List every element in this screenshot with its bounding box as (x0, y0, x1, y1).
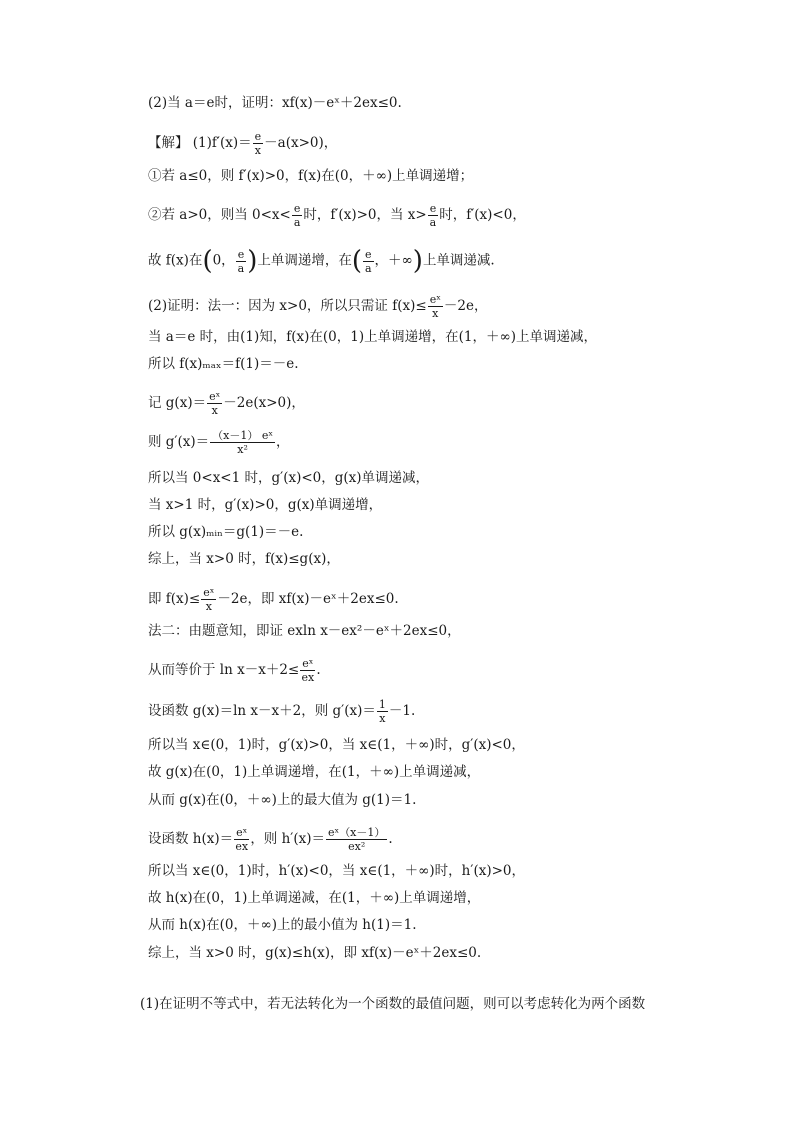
fraction-denominator: a (293, 216, 301, 229)
fraction-numerator: eˣ (236, 826, 248, 839)
text-line (148, 248, 495, 274)
text-line (148, 203, 526, 228)
fraction-numerator: e (254, 130, 262, 143)
text-run: 0， (212, 252, 235, 269)
text-line (148, 430, 290, 455)
text-run: 所以当 0<x<1 时，g′(x)<0，g(x)单调递减， (148, 470, 430, 486)
interval-bracket: ( (202, 246, 213, 276)
fraction (363, 249, 374, 274)
text-run: 即 f(x)≤ (148, 591, 201, 607)
fraction-numerator: e (365, 247, 372, 261)
fraction-numerator: eˣ（x－1） (328, 826, 386, 839)
text-line (148, 391, 305, 416)
text-run: 故 g(x)在(0，1)上单调递增，在(1，＋∞)上单调递减， (148, 764, 481, 780)
text-run: 故 h(x)在(0，1)上单调递减，在(1，＋∞)上单调递增， (148, 890, 481, 906)
text-line (148, 791, 416, 809)
text-run: 故 f(x)在 (148, 252, 203, 269)
fraction-denominator: x (432, 307, 439, 320)
text-run: 综上，当 x>0 时，g(x)≤h(x)，即 xf(x)－eˣ＋2ex≤0. (148, 945, 482, 961)
text-run: －2e， (443, 298, 488, 314)
text-line (148, 550, 340, 568)
text-run: (2)证明：法一：因为 x>0，所以只需证 f(x)≤ (148, 298, 427, 314)
text-line (148, 523, 303, 541)
text-run: 从而 h(x)在(0，＋∞)上的最小值为 h(1)＝1. (148, 917, 417, 933)
text-run: －1. (388, 703, 416, 719)
text-line (148, 763, 480, 781)
fraction-denominator: x (254, 144, 261, 157)
text-line (148, 355, 299, 373)
fraction (377, 699, 388, 724)
text-run: 当 a＝e 时，由(1)知，f(x)在(0，1)上单调递增，在(1，＋∞)上单调递减， (148, 329, 597, 345)
fraction-denominator: ex (301, 671, 315, 684)
text-run: 所以当 x∈(0，1)时，g′(x)>0，当 x∈(1，＋∞)时，g′(x)<0， (148, 737, 525, 753)
fraction-numerator: （x－1） eˣ (212, 429, 274, 442)
fraction-denominator: a (364, 261, 372, 275)
text-run: 【解】 (1)f′(x)＝ (148, 135, 252, 151)
fraction (326, 827, 387, 852)
text-line (148, 862, 525, 880)
text-line (148, 469, 429, 487)
text-run: 法二：由题意知，即证 exln x－ex²－eˣ＋2ex≤0， (148, 623, 461, 639)
fraction-numerator: eˣ (203, 586, 215, 599)
text-line (148, 916, 417, 934)
text-line (148, 167, 473, 185)
text-run: 时，f′(x)<0， (439, 207, 526, 223)
fraction-numerator: e (293, 202, 301, 215)
text-line (148, 622, 461, 640)
text-run: 时，f′(x)>0，当 x> (303, 207, 427, 223)
text-run: 所以 g(x)ₘᵢₙ＝g(1)＝－e. (148, 524, 304, 540)
interval-bracket: ( (351, 246, 363, 276)
text-run: ②若 a>0，则当 0<x< (148, 207, 291, 223)
fraction-denominator: a (237, 261, 245, 275)
text-run: 上单调递增，在 (257, 252, 352, 269)
text-line (148, 94, 402, 112)
fraction-numerator: eˣ (302, 657, 314, 670)
text-run: －2e(x>0)， (223, 395, 305, 411)
text-run: 所以当 x∈(0，1)时，h′(x)<0，当 x∈(1，＋∞)时，h′(x)>0， (148, 863, 525, 879)
interval-bracket: ) (247, 246, 258, 276)
fraction (210, 430, 275, 455)
text-run: ， (276, 434, 290, 450)
text-run: . (316, 662, 321, 678)
fraction-denominator: x² (237, 443, 248, 456)
text-run: －2e，即 xf(x)－eˣ＋2ex≤0. (217, 591, 399, 607)
fraction-denominator: ex (235, 840, 249, 853)
text-run: 设函数 h(x)＝ (148, 831, 234, 847)
fraction-denominator: x (211, 404, 218, 417)
fraction-numerator: e (429, 202, 437, 215)
fraction-denominator: ex² (348, 840, 366, 853)
text-line (148, 699, 415, 724)
fraction-denominator: x (379, 712, 386, 725)
text-line (148, 328, 597, 346)
fraction (300, 658, 315, 683)
text-run: 所以 f(x)ₘₐₓ＝f(1)＝－e. (148, 356, 299, 372)
text-run: 记 g(x)＝ (148, 395, 207, 411)
text-run: (1)在证明不等式中，若无法转化为一个函数的最值问题，则可以考虑转化为两个函数 (140, 996, 646, 1012)
fraction (428, 203, 439, 228)
text-line (148, 587, 399, 612)
fraction-denominator: x (205, 600, 212, 613)
text-run: ①若 a≤0，则 f′(x)>0，f(x)在(0，＋∞)上单调递增； (148, 168, 474, 184)
text-line (148, 736, 525, 754)
fraction (236, 249, 247, 274)
text-run: ，＋∞ (374, 252, 413, 269)
interval-bracket: ) (412, 246, 423, 276)
text-run: 设函数 g(x)＝ln x－x＋2，则 g′(x)＝ (148, 703, 376, 719)
text-run: ，则 h′(x)＝ (250, 831, 326, 847)
text-run: . (388, 831, 393, 847)
fraction-numerator: e (237, 247, 245, 261)
text-line (148, 944, 481, 962)
fraction (234, 827, 249, 852)
text-line (148, 658, 321, 683)
fraction-numerator: 1 (378, 698, 386, 711)
fraction (292, 203, 303, 228)
text-line (148, 294, 487, 319)
text-run: 当 x>1 时，g′(x)>0，g(x)单调递增， (148, 497, 383, 513)
text-run: 则 g′(x)＝ (148, 434, 210, 450)
text-run: 从而等价于 ln x－x＋2≤ (148, 662, 300, 678)
text-run: (2)当 a＝e时，证明：xf(x)－eˣ＋2ex≤0. (148, 95, 402, 111)
fraction (207, 391, 222, 416)
text-run: 上单调递减. (422, 252, 495, 269)
fraction-denominator: a (429, 216, 437, 229)
fraction (428, 294, 443, 319)
fraction (253, 131, 264, 156)
fraction-numerator: eˣ (209, 390, 221, 403)
text-run: 综上，当 x>0 时，f(x)≤g(x)， (148, 551, 340, 567)
text-run: －a(x>0)， (264, 135, 338, 151)
text-line (148, 827, 393, 852)
text-line (148, 496, 382, 514)
fraction (201, 587, 216, 612)
text-line (140, 995, 645, 1013)
fraction-numerator: eˣ (429, 293, 441, 306)
text-line (148, 131, 337, 156)
text-line (148, 889, 480, 907)
text-run: 从而 g(x)在(0，＋∞)上的最大值为 g(1)＝1. (148, 792, 417, 808)
